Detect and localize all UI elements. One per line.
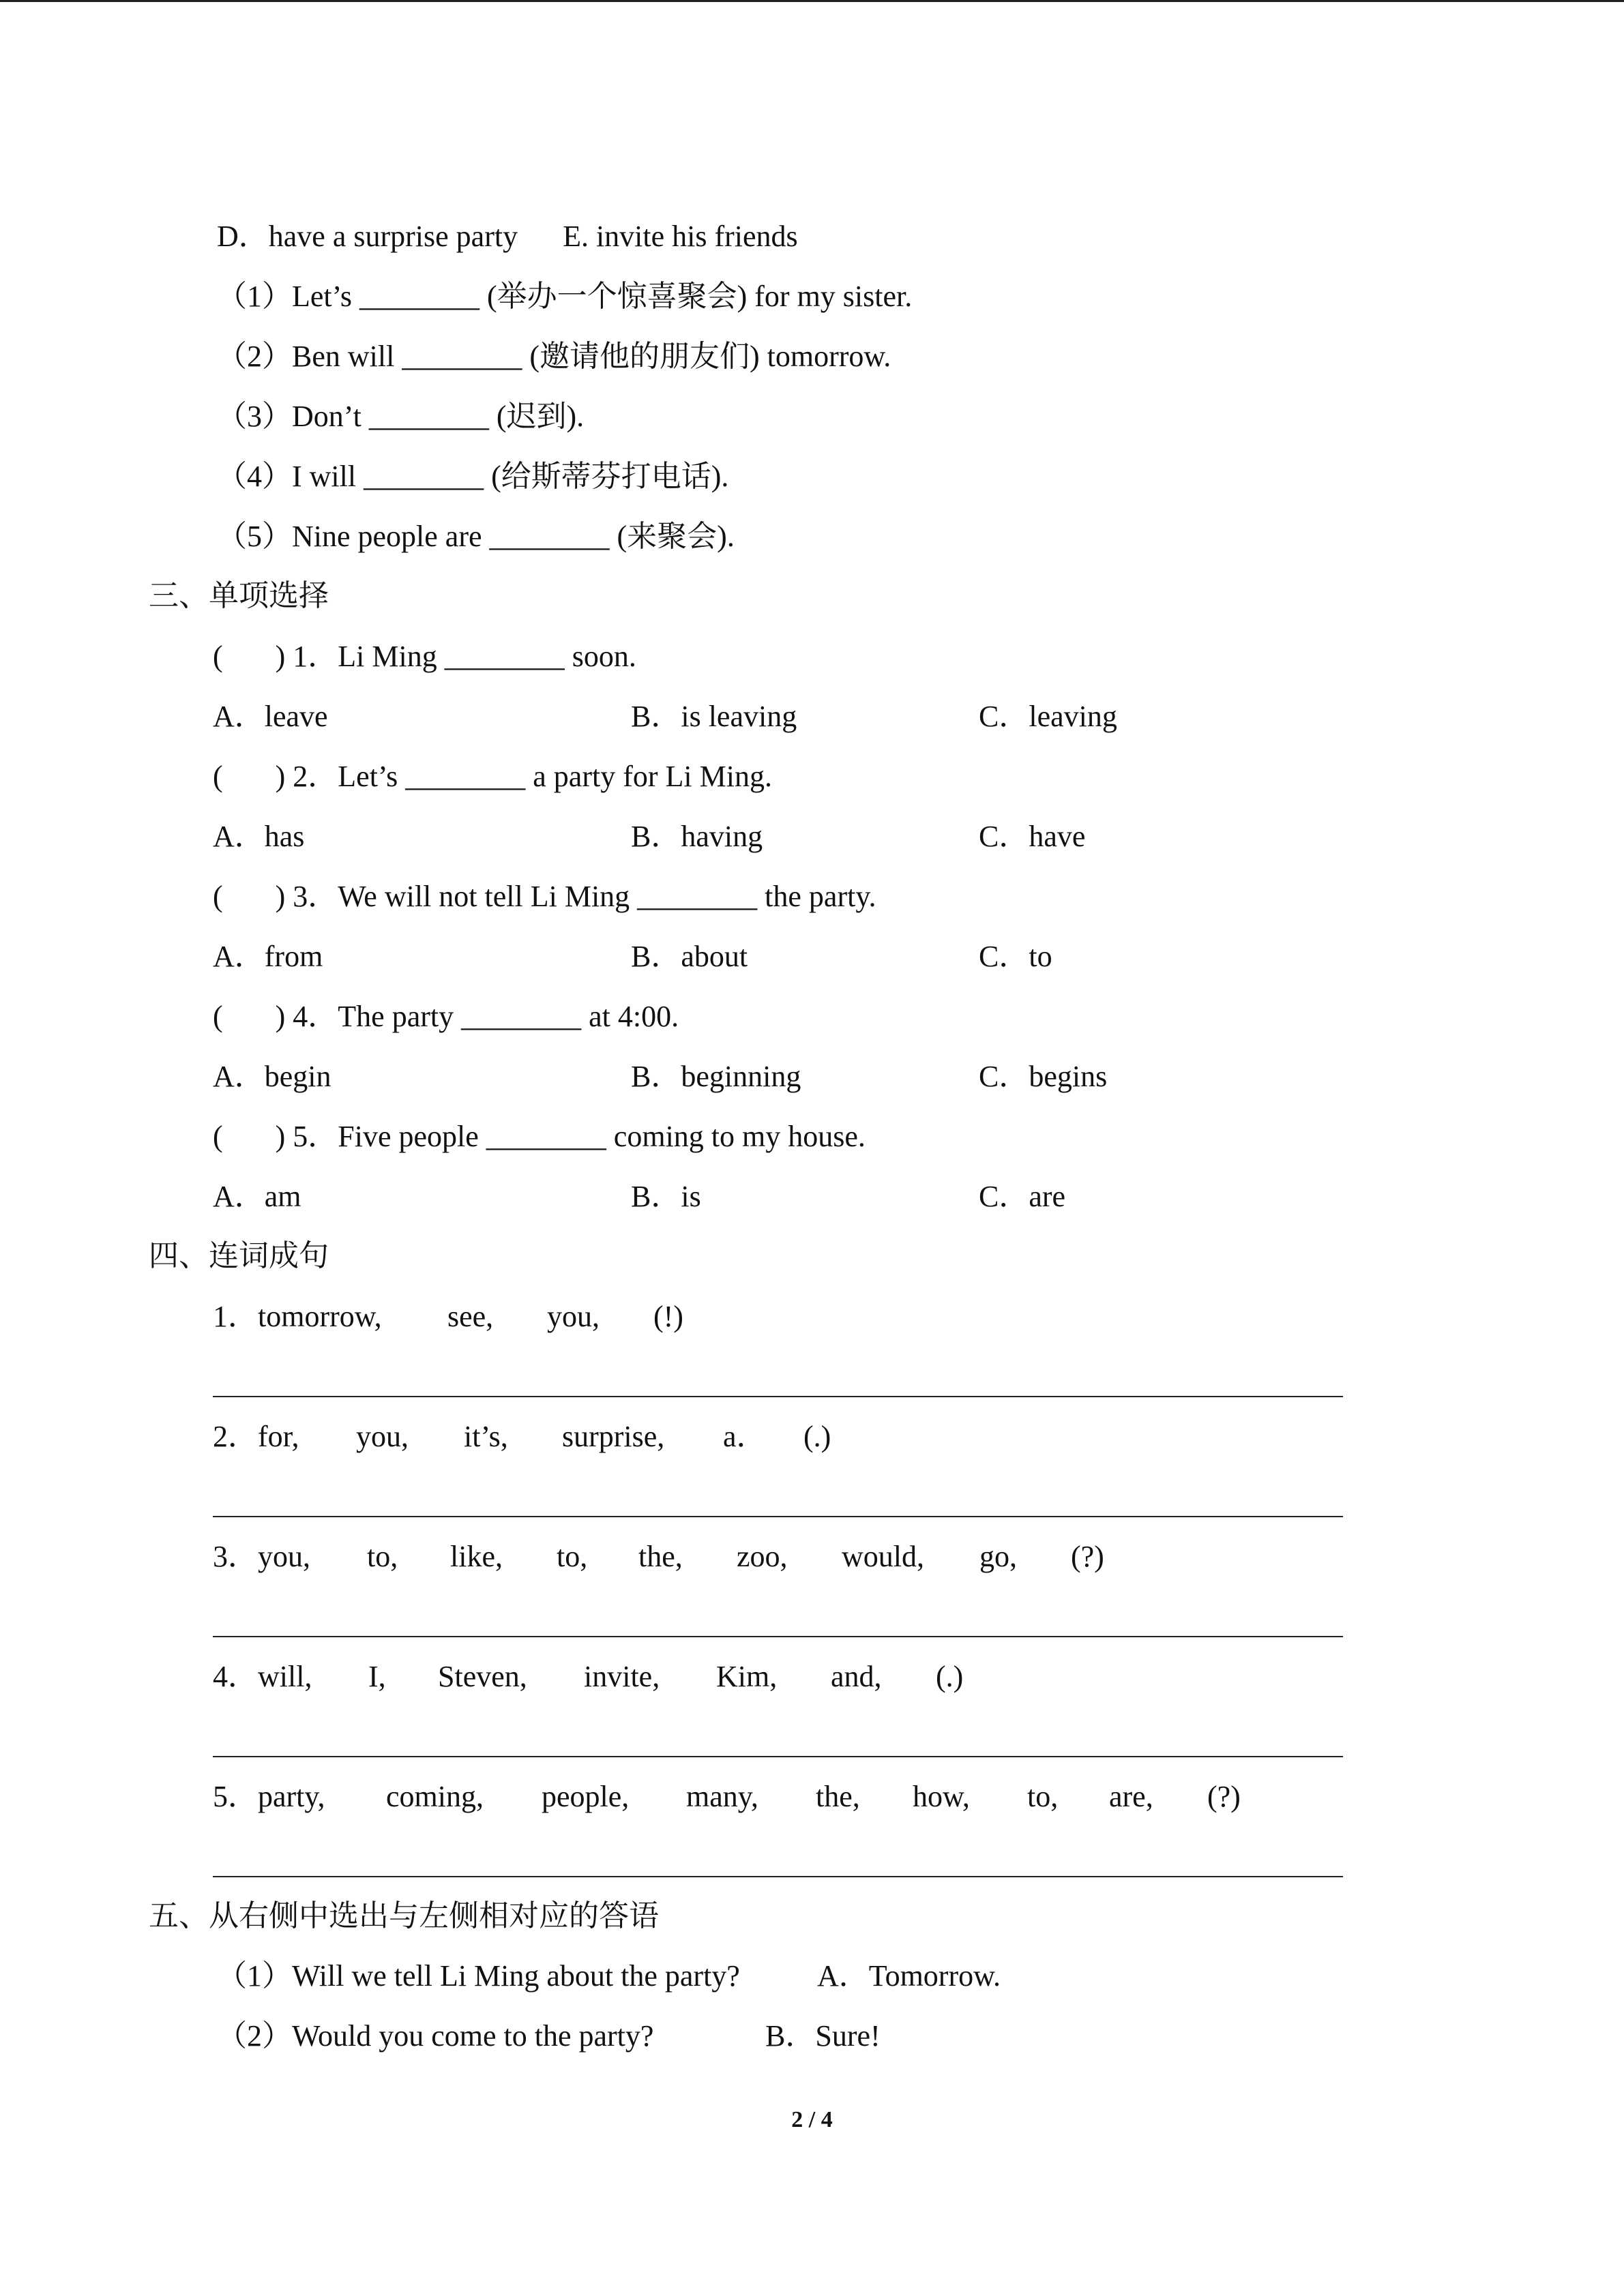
word-4-2: I, — [368, 1660, 386, 1693]
word-1-3: you, — [547, 1300, 600, 1333]
word-3-3: like, — [450, 1540, 503, 1573]
phrase-item-3: （3）Don’t ________ (迟到). — [217, 400, 585, 433]
word-2-4: surprise, — [562, 1420, 665, 1453]
phrase-item-5: （5）Nine people are ________ (来聚会). — [217, 520, 735, 553]
mc-option-2c: C．have — [979, 820, 1086, 853]
phrase-item-2: （2）Ben will ________ (邀请他的朋友们) tomorrow. — [217, 340, 891, 373]
mc-option-5b: B．is — [631, 1180, 701, 1213]
word-4-1: 4．will, — [213, 1660, 312, 1693]
word-2-3: it’s, — [464, 1420, 508, 1453]
word-4-4: invite, — [584, 1660, 660, 1693]
word-1-4: (!) — [653, 1300, 683, 1333]
word-2-5: a． — [723, 1420, 767, 1453]
word-4-5: Kim, — [716, 1660, 778, 1693]
mc-option-4a: A．begin — [213, 1060, 331, 1093]
answer-line-1[interactable] — [213, 1396, 1343, 1397]
mc-option-3b: B．about — [631, 940, 748, 973]
word-4-7: (.) — [936, 1660, 964, 1693]
word-5-3: people, — [542, 1780, 630, 1813]
word-5-6: how, — [913, 1780, 970, 1813]
match-question-1: （1）Will we tell Li Ming about the party? — [217, 1959, 740, 1993]
mc-option-5a: A．am — [213, 1180, 301, 1213]
word-1-1: 1．tomorrow, — [213, 1300, 382, 1333]
mc-option-4b: B．beginning — [631, 1060, 801, 1093]
word-2-1: 2．for, — [213, 1420, 299, 1453]
section5-title: 五、从右侧中选出与左侧相对应的答语 — [149, 1898, 659, 1933]
phrase-item-1: （1）Let’s ________ (举办一个惊喜聚会) for my sister. — [217, 280, 913, 313]
word-2-6: (.) — [803, 1420, 831, 1453]
mc-option-1c: C．leaving — [979, 700, 1117, 733]
word-3-7: would, — [842, 1540, 924, 1573]
page-top-border — [0, 0, 1624, 2]
mc-question-3: ( ) 3．We will not tell Li Ming ________ the party. — [213, 880, 876, 913]
word-5-2: coming, — [386, 1780, 484, 1813]
word-5-8: are, — [1109, 1780, 1153, 1813]
word-3-5: the, — [638, 1540, 683, 1573]
phrase-item-4: （4）I will ________ (给斯蒂芬打电话). — [217, 460, 729, 493]
word-3-2: to, — [367, 1540, 398, 1573]
mc-option-2a: A．has — [213, 820, 305, 853]
word-5-7: to, — [1027, 1780, 1059, 1813]
word-1-2: see, — [447, 1300, 494, 1333]
page-number: 2 / 4 — [791, 2107, 833, 2132]
mc-option-5c: C．are — [979, 1180, 1066, 1213]
mc-option-3a: A．from — [213, 940, 323, 973]
word-5-4: many, — [686, 1780, 758, 1813]
mc-question-2: ( ) 2．Let’s ________ a party for Li Ming. — [213, 760, 772, 793]
mc-option-1b: B．is leaving — [631, 700, 797, 733]
match-answer-b: B．Sure! — [765, 2019, 881, 2053]
phrase-options: D．have a surprise party E. invite his friends — [217, 220, 798, 253]
word-3-9: (?) — [1071, 1540, 1104, 1573]
answer-line-4[interactable] — [213, 1756, 1343, 1757]
word-3-4: to, — [557, 1540, 588, 1573]
mc-option-2b: B．having — [631, 820, 763, 853]
word-5-5: the, — [816, 1780, 860, 1813]
mc-question-1: ( ) 1．Li Ming ________ soon. — [213, 640, 636, 673]
word-4-6: and, — [831, 1660, 882, 1693]
word-3-1: 3．you, — [213, 1540, 310, 1573]
word-3-6: zoo, — [737, 1540, 788, 1573]
answer-line-2[interactable] — [213, 1516, 1343, 1517]
word-3-8: go, — [979, 1540, 1017, 1573]
mc-question-5: ( ) 5．Five people ________ coming to my house. — [213, 1120, 866, 1153]
mc-option-1a: A．leave — [213, 700, 328, 733]
mc-option-4c: C．begins — [979, 1060, 1108, 1093]
answer-line-3[interactable] — [213, 1636, 1343, 1637]
word-4-3: Steven, — [438, 1660, 527, 1693]
word-2-2: you, — [356, 1420, 409, 1453]
section3-title: 三、单项选择 — [149, 578, 329, 613]
mc-option-3c: C．to — [979, 940, 1052, 973]
match-question-2: （2）Would you come to the party? — [217, 2019, 654, 2053]
mc-question-4: ( ) 4．The party ________ at 4:00. — [213, 1000, 679, 1033]
section4-title: 四、连词成句 — [149, 1238, 329, 1273]
word-5-1: 5．party, — [213, 1780, 325, 1813]
match-answer-a: A．Tomorrow. — [817, 1959, 1001, 1993]
answer-line-5[interactable] — [213, 1876, 1343, 1877]
word-5-9: (?) — [1207, 1780, 1241, 1813]
